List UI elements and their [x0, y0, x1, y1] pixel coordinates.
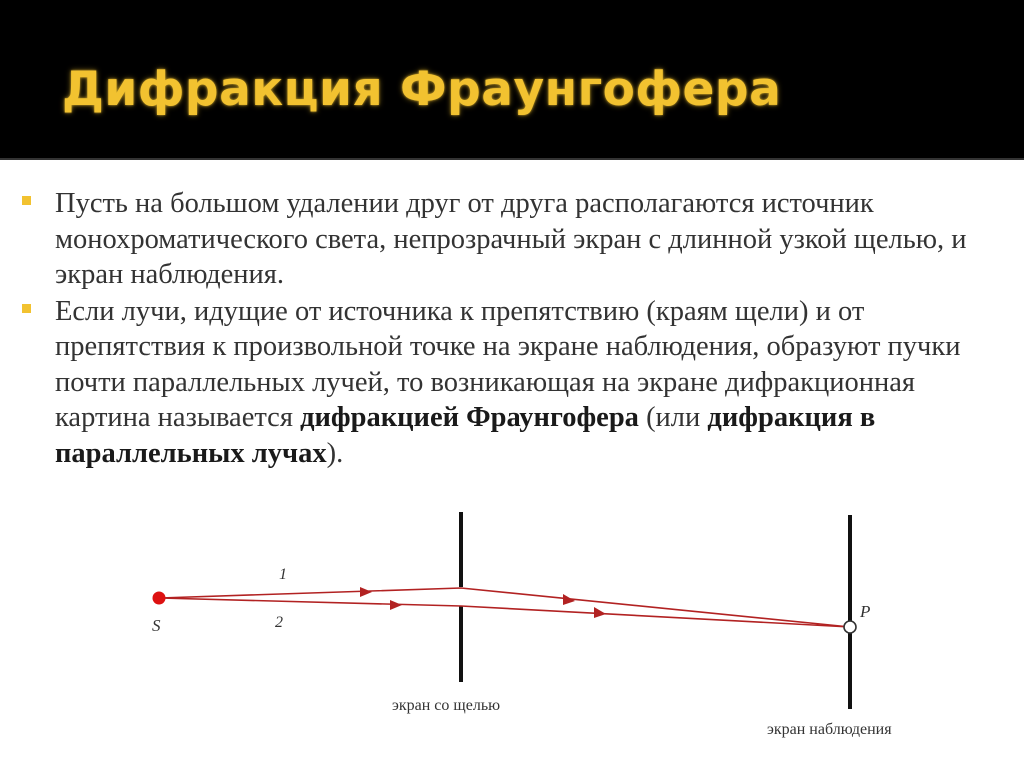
- ray-2: [160, 598, 850, 627]
- ray-2-arrow-icon: [390, 600, 402, 610]
- bullet-list: [20, 186, 1010, 472]
- term-parallel-rays-diffraction: дифракция в параллельных лучах: [55, 402, 876, 469]
- slide-title: Дифракция Фраунгофера: [62, 62, 782, 117]
- bullet-text-part: Если лучи, идущие от источника к препятствию (краям щели) и от препятствия к произвольной точке на экране наблюдения, образуют пучки почти параллельных лучей, то возникающая на экране дифракционная картина называется: [55, 295, 961, 433]
- ray-2-label: 2: [275, 614, 283, 631]
- slit-screen-label: экран со щелью: [392, 697, 501, 714]
- source-label: S: [152, 616, 161, 635]
- bullet-text-part: (или: [638, 402, 708, 433]
- bullet-item: [20, 294, 1010, 472]
- point-label: P: [860, 602, 871, 621]
- diffraction-diagram: [0, 500, 1024, 760]
- bullet-square-icon: [22, 196, 31, 205]
- bullet-text: Пусть на большом удалении друг от друга располагаются источник монохроматического света, непрозрачный экран с длинной узкой щелью, и экран наблюдения.: [55, 188, 967, 290]
- term-fraunhofer-diffraction: дифракцией Фраунгофера: [300, 402, 639, 433]
- bullet-square-icon: [22, 304, 31, 313]
- observation-screen-label: экран наблюдения: [767, 721, 892, 738]
- bullet-text-part: ).: [326, 437, 344, 469]
- bullet-item: [20, 186, 1010, 293]
- ray-1-label: 1: [279, 566, 287, 583]
- ray-2-arrow-icon: [594, 607, 606, 618]
- observation-point: [844, 621, 856, 633]
- header-divider: [0, 158, 1024, 160]
- source-point: [153, 592, 166, 605]
- ray-1-arrow-icon: [360, 587, 372, 597]
